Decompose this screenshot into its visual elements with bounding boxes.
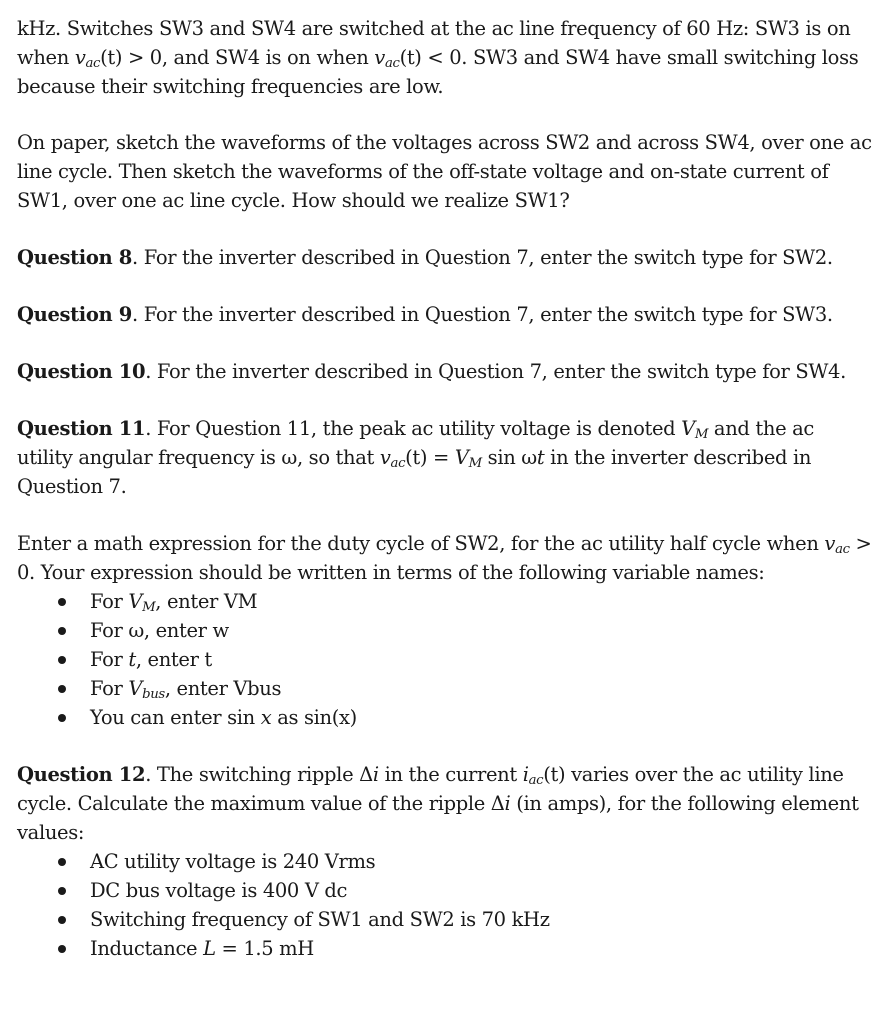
text-run: > 0. Your expression should be written in terms of the following variable names: [17,532,872,584]
list-item: AC utility voltage is 240 Vrms [17,847,873,876]
question-11-label: Question 11 [17,417,146,440]
question-12 [17,760,873,847]
question-11 [17,414,873,501]
symbol-v: v [379,446,391,469]
question-9 [17,300,873,329]
paragraph-switch-description [17,14,873,101]
question-10-label: Question 10 [17,360,146,383]
list-item: Switching frequency of SW1 and SW2 is 70 kHz [17,905,873,934]
text-run: and the ac utility angular frequency is ω, so that [17,417,814,469]
list-item: For ω, enter w [17,616,873,645]
text-run: (t) varies over the ac utility line cycle. Calculate the maximum value of the ripple Δ [17,763,844,815]
question-9-label: Question 9 [17,303,133,326]
symbol-v: V [681,417,695,440]
list-item: DC bus voltage is 400 V dc [17,876,873,905]
subscript-ac: ac [528,772,544,788]
question-12-label: Question 12 [17,763,146,786]
question-10-text: . For the inverter described in Question 7, enter the switch type for SW4. [145,360,846,383]
text-run: . For Question 11, the peak ac utility voltage is denoted [145,417,682,440]
list-item: You can enter sin x as sin(x) [17,703,873,732]
text-run: . The switching ripple Δ [145,763,373,786]
variable-names-list [17,587,873,732]
list-item: For t, enter t [17,645,873,674]
subscript-ac: ac [384,55,400,71]
symbol-i: i [522,763,529,786]
subscript-m: M [694,426,709,442]
question-8-label: Question 8 [17,246,133,269]
subscript-ac: ac [390,455,406,471]
text-run: Enter a math expression for the duty cycle of SW2, for the ac utility half cycle when [17,532,825,555]
question-8 [17,243,873,272]
element-values-list [17,847,873,963]
list-item: For $V_{bus}$, enter Vbus [17,674,873,703]
symbol-v: v [374,46,385,69]
text-run: sin ω [481,446,537,469]
text-run: kHz. Switches SW3 and SW4 are switched at the ac line frequency of 60 Hz: SW3 is on when [17,17,851,69]
paragraph-duty-cycle-prompt [17,529,873,587]
symbol-i: i [372,763,379,786]
text-run: (in amps), for the following element values: [17,792,859,844]
list-item: For $V_M$, enter VM [17,587,873,616]
text-run: (t) = [405,446,455,469]
question-9-text: . For the inverter described in Question 7, enter the switch type for SW3. [132,303,833,326]
symbol-v: V [454,446,469,469]
symbol-v: v [74,46,86,69]
text-run: in the current [378,763,523,786]
symbol-i: i [504,792,511,815]
list-item: Inductance L = 1.5 mH [17,934,873,963]
paragraph-sketch-instructions: On paper, sketch the waveforms of the voltages across SW2 and across SW4, over one ac line cycle. Then sketch the waveforms of the off-state voltage and on-state current of SW1, over one ac line cycle. How should we realize SW1? [17,131,872,212]
symbol-v: v [824,532,836,555]
subscript-ac: ac [835,541,850,557]
text-run: (t) < 0. SW3 and SW4 have small switching loss because their switching frequencies are low. [17,46,859,98]
subscript-ac: ac [85,55,101,71]
symbol-t: t [536,446,545,469]
text-run: (t) > 0, and SW4 is on when [100,46,375,69]
subscript-m: M [468,455,482,471]
question-8-text: . For the inverter described in Question 7, enter the switch type for SW2. [132,246,833,269]
question-10 [17,357,873,386]
text-run: in the inverter described in Question 7. [17,446,812,498]
